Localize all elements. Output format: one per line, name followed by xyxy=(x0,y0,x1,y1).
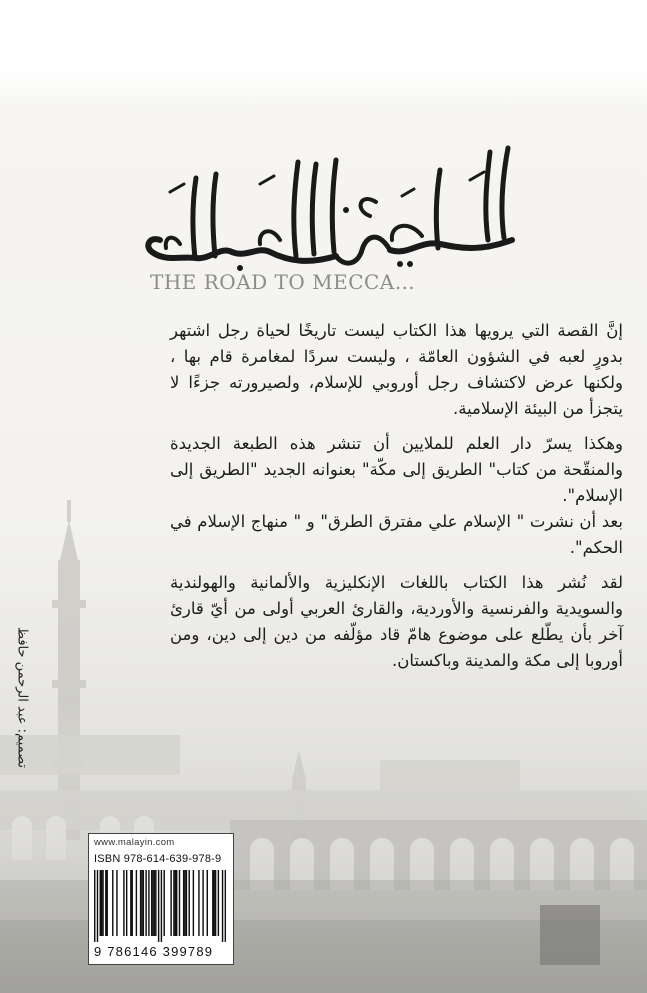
barcode-bar xyxy=(183,870,184,936)
barcode-bar xyxy=(140,870,141,936)
barcode-bar xyxy=(116,870,117,936)
ean-digits: 9 786146 399789 xyxy=(94,944,214,959)
barcode-graphic xyxy=(94,870,226,942)
barcode-bar xyxy=(161,870,162,942)
blurb-paragraph-1: إنَّ القصة التي يرويها هذا الكتاب ليست تاريخًا لحياة رجل اشتهر بدورٍ لعبه في الشؤون العامّة ، وليست سردًا لمغامرة قام بها ، ولكنها عرض لاكتشاف رجل أوروبي للإسلام، ولصيرورته جزءًا لا يتجزأ من البيئة الإسلامية. xyxy=(170,321,623,418)
barcode-bar xyxy=(151,870,152,936)
blurb-paragraph-4: لقد نُشر هذا الكتاب باللغات الإنكليزية والألمانية والهولندية والسويدية والفرنسية والأوردية، والقارئ العربي أولى من أيّ قارئ آخر بأن يطّلع على موضوع هامّ قاد مؤلّفه من دين إلى دين، ومن أوروبا إلى مكة والمدينة وباكستان. xyxy=(170,573,623,670)
barcode-bar xyxy=(207,870,208,936)
barcode-bar xyxy=(163,870,164,936)
arabic-title-calligraphy xyxy=(140,140,520,275)
barcode-bar xyxy=(102,870,103,936)
designer-credit: تصميم: عبد الرحمن حافظ xyxy=(14,626,30,768)
barcode-bar xyxy=(141,870,142,936)
barcode-bar xyxy=(152,870,153,936)
barcode-bar xyxy=(97,870,98,942)
barcode-bar xyxy=(145,870,146,936)
barcode-bar xyxy=(130,870,131,936)
barcode-bar xyxy=(94,870,95,942)
blurb-paragraph-2: وهكذا يسرّ دار العلم للملايين أن تنشر هذه الطبعة الجديدة والمنقّحة من كتاب" الطريق إلى مكّة" بعنوانه الجديد "الطريق إلى الإسلام". xyxy=(170,434,623,505)
barcode-bar xyxy=(107,870,108,936)
barcode-bar xyxy=(198,870,199,936)
barcode-bar xyxy=(184,870,185,936)
barcode-bar xyxy=(225,870,226,942)
barcode-bar xyxy=(155,870,156,936)
barcode-bar xyxy=(186,870,187,936)
barcode-bar xyxy=(213,870,214,936)
english-title: THE ROAD TO MECCA… xyxy=(150,270,416,294)
barcode-bar xyxy=(136,870,137,936)
barcode-bar xyxy=(173,870,174,936)
blurb-text xyxy=(170,318,623,683)
barcode-bar xyxy=(176,870,177,936)
barcode-bar xyxy=(101,870,102,936)
barcode-bar xyxy=(188,870,189,936)
blurb-paragraph-3: بعد أن نشرت " الإسلام علي مفترق الطرق" و " منهاج الإسلام في الحكم". xyxy=(170,512,623,557)
barcode-bar xyxy=(215,870,216,936)
barcode-bar xyxy=(154,870,155,936)
barcode-bar xyxy=(170,870,171,936)
barcode-bar xyxy=(158,870,159,942)
isbn-label: ISBN 978-614-639-978-9 xyxy=(94,853,222,865)
calligraphy-lettering xyxy=(140,140,520,275)
barcode-bar xyxy=(175,870,176,936)
barcode-bar xyxy=(148,870,149,936)
barcode-bar xyxy=(222,870,223,942)
publisher-website: www.malayin.com xyxy=(94,837,175,848)
barcode-bar xyxy=(212,870,213,936)
barcode-bar xyxy=(123,870,124,936)
barcode-bar xyxy=(218,870,219,936)
barcode-bar xyxy=(100,870,101,936)
barcode-bar xyxy=(179,870,180,936)
barcode-bar xyxy=(126,870,127,936)
barcode-bar xyxy=(193,870,194,936)
barcode-bar xyxy=(202,870,203,936)
barcode-bar xyxy=(132,870,133,936)
barcode-bar xyxy=(143,870,144,936)
barcode-bar xyxy=(112,870,113,936)
barcode-bar xyxy=(105,870,106,936)
